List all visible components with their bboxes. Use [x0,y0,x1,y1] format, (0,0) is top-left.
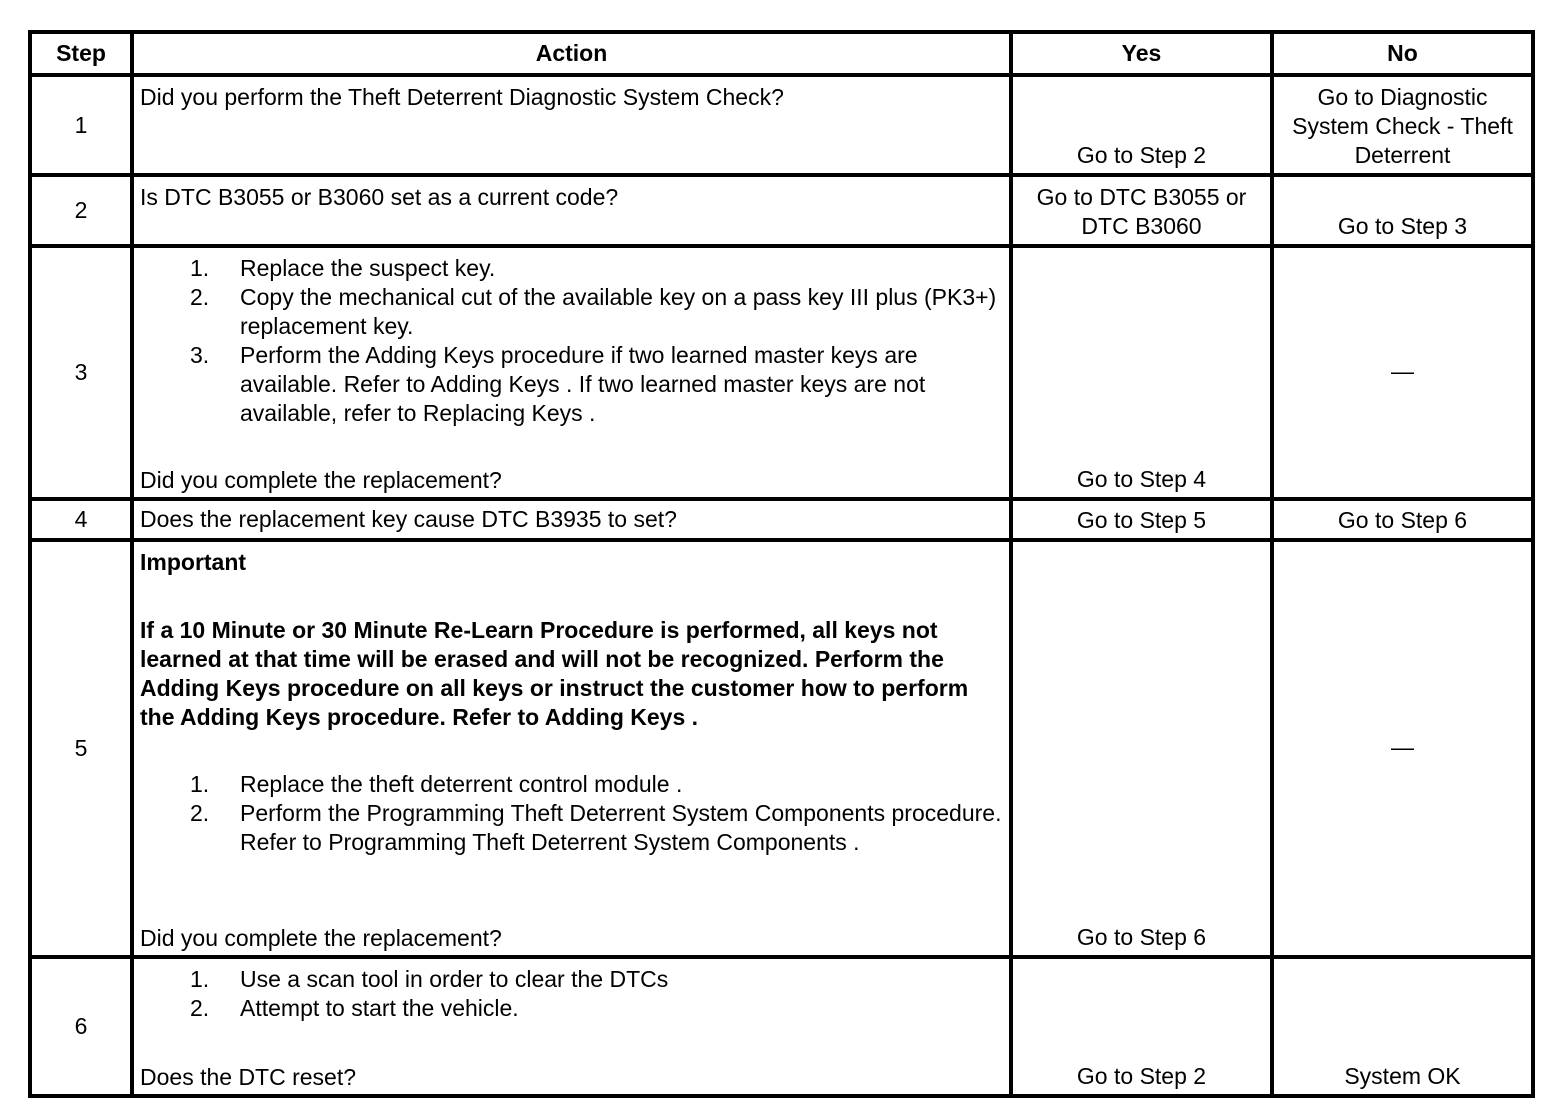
action-question: Does the DTC reset? [140,1064,357,1090]
header-step: Step [30,32,132,75]
table-row [30,75,1533,175]
action-question: Did you perform the Theft Deterrent Diagnostic System Check? [140,84,784,110]
no-cell: — [1272,540,1533,957]
no-cell: System OK [1272,957,1533,1096]
step-number: 4 [30,499,132,540]
list-item [140,341,1003,428]
table-row [30,499,1533,540]
list-item-text: Copy the mechanical cut of the available key on a pass key III plus (PK3+) replacement key. [240,284,997,339]
table-row [30,175,1533,246]
yes-cell: Go to Step 2 [1011,957,1272,1096]
list-item-number: 2. [190,800,210,826]
list-item [140,283,1003,341]
action-cell [132,499,1011,540]
no-cell: — [1272,246,1533,499]
step-number: 5 [30,540,132,957]
action-question: Does the replacement key cause DTC B3935 to set? [140,506,677,532]
list-item-number: 2. [190,995,210,1021]
list-item [140,799,1003,857]
list-item [140,770,1003,799]
action-cell [132,246,1011,499]
table-row [30,540,1533,957]
action-question: Did you complete the replacement? [140,925,502,951]
procedure-list [140,965,1003,1023]
action-cell [132,175,1011,246]
step-number: 1 [30,75,132,175]
table-row [30,246,1533,499]
action-question: Did you complete the replacement? [140,467,502,493]
list-item-text: Perform the Adding Keys procedure if two learned master keys are available. Refer to Adding Keys . If two learned master keys are not available, refer to Replacing Keys . [240,342,926,426]
action-cell [132,540,1011,957]
header-yes: Yes [1011,32,1272,75]
yes-cell: Go to Step 2 [1011,75,1272,175]
no-cell: Go to Step 3 [1272,175,1533,246]
diagnostic-table [28,30,1535,1098]
list-item [140,254,1003,283]
list-item-text: Attempt to start the vehicle. [240,995,519,1021]
action-cell [132,957,1011,1096]
list-item-number: 2. [190,284,210,310]
procedure-list [140,254,1003,428]
list-item-number: 1. [190,255,210,281]
list-item-text: Perform the Programming Theft Deterrent System Components procedure. Refer to Programming Theft Deterrent System Components . [240,800,1002,855]
step-number: 2 [30,175,132,246]
list-item-text: Replace the suspect key. [240,255,496,281]
list-item-number: 1. [190,771,210,797]
action-cell [132,75,1011,175]
no-cell: Go to Step 6 [1272,499,1533,540]
yes-cell: Go to Step 4 [1011,246,1272,499]
list-item-text: Use a scan tool in order to clear the DTCs [240,966,669,992]
yes-cell: Go to Step 6 [1011,540,1272,957]
header-no: No [1272,32,1533,75]
list-item [140,965,1003,994]
no-cell: Go to Diagnostic System Check - Theft Deterrent [1272,75,1533,175]
important-title: Important [140,549,247,575]
header-row [30,32,1533,75]
yes-cell: Go to Step 5 [1011,499,1272,540]
yes-cell: Go to DTC B3055 or DTC B3060 [1011,175,1272,246]
list-item-text: Replace the theft deterrent control module . [240,771,683,797]
step-number: 3 [30,246,132,499]
list-item-number: 3. [190,342,210,368]
list-item-number: 1. [190,966,210,992]
header-action: Action [132,32,1011,75]
table-row [30,957,1533,1096]
action-question: Is DTC B3055 or B3060 set as a current code? [140,184,619,210]
list-item [140,994,1003,1023]
important-text: If a 10 Minute or 30 Minute Re-Learn Procedure is performed, all keys not learned at that time will be erased and will not be recognized. Perform the Adding Keys procedure on all keys or instruct the customer how to perform the Adding Keys procedure. Refer to Adding Keys . [140,617,969,730]
step-number: 6 [30,957,132,1096]
procedure-list [140,770,1003,857]
